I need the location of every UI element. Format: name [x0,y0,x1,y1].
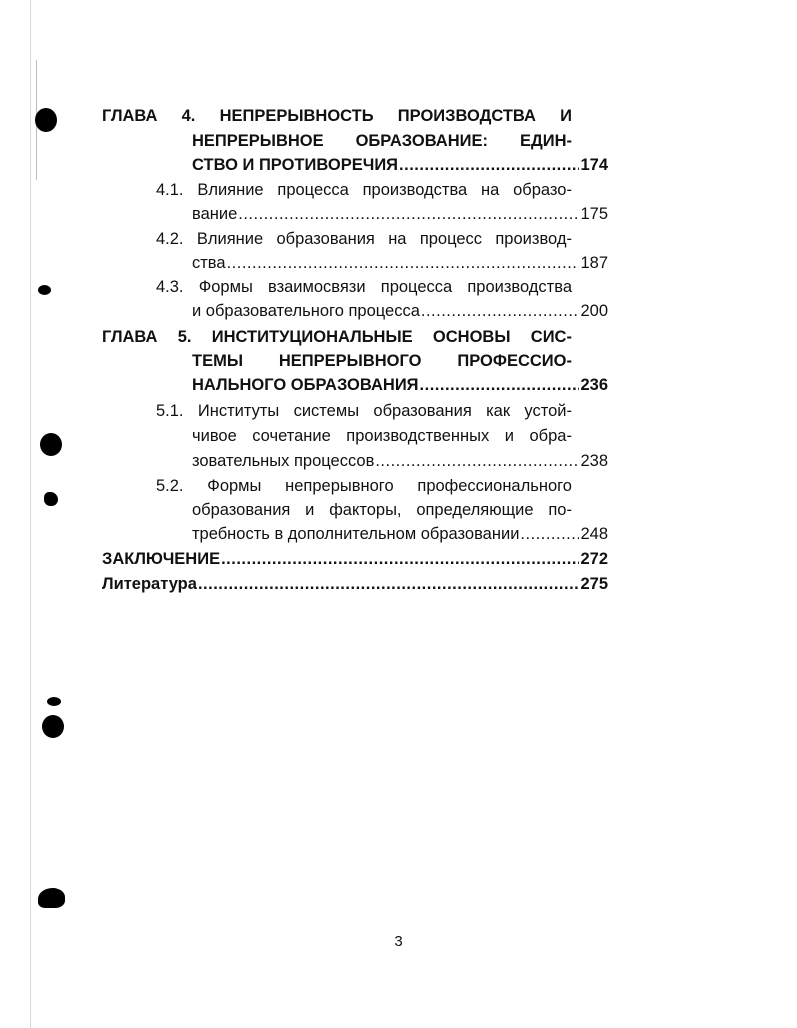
word: 5. [177,328,192,346]
toc-page-number: 200 [580,302,608,320]
binder-hole-mark [44,492,58,506]
word: Влияние [197,181,264,199]
toc-entry-section-4-3[interactable] [192,300,608,322]
word: как [486,402,511,420]
binder-hole-mark [38,888,65,908]
toc-page-number: 248 [580,525,608,543]
word: образования [192,501,291,519]
toc-section-5-1-line-2 [192,425,572,447]
toc-entry-title: НАЛЬНОГО ОБРАЗОВАНИЯ [192,376,419,394]
toc-page-number: 275 [580,575,608,593]
word: 4. [181,107,196,125]
toc-entry-title: и образовательного процесса [192,302,420,320]
word: производственных [346,427,490,445]
toc-entry-title: ЗАКЛЮЧЕНИЕ [102,550,221,568]
toc-entry-title: вание [192,205,238,223]
toc-section-5-2-line-2 [192,499,572,521]
word: на [388,230,407,248]
word: И [560,107,572,125]
leader-dots [227,252,580,274]
toc-page-number: 175 [580,205,608,223]
word: Институты [197,402,280,420]
word: 5.1. [156,402,184,420]
leader-dots [399,154,579,176]
word: устой- [524,402,572,420]
toc-section-4-3-line-1 [156,276,572,298]
leader-dots [375,450,579,472]
leader-dots [421,300,580,322]
toc-entry-section-4-2[interactable] [192,252,608,274]
toc-page-number: 174 [580,156,608,174]
toc-section-4-2-line-1 [156,228,572,250]
leader-dots [420,374,580,396]
toc-section-5-1-line-1 [156,400,572,422]
word: производства [467,278,572,296]
word: 4.2. [156,230,184,248]
toc-entry-section-5-2[interactable] [192,523,608,545]
word: 5.2. [156,477,184,495]
word: по- [548,501,572,519]
toc-chapter-4-line-1 [102,105,572,127]
word: непрерывного [285,477,394,495]
word: и [305,501,315,519]
word: образования [373,402,472,420]
leader-dots [198,573,580,595]
word: ПРОФЕССИО- [457,352,572,370]
word: ГЛАВА [102,328,158,346]
binder-hole-mark [42,715,64,738]
word: и [504,427,514,445]
word: чивое [192,427,237,445]
word: ОБРАЗОВАНИЕ: [355,132,488,150]
word: производ- [495,230,572,248]
toc-entry-literature[interactable] [102,573,608,595]
word: ТЕМЫ [192,352,243,370]
leader-dots [520,523,579,545]
toc-entry-title: СТВО И ПРОТИВОРЕЧИЯ [192,156,399,174]
binder-hole-mark [40,433,62,456]
toc-entry-chapter-5[interactable] [192,374,608,396]
toc-chapter-5-line-1 [102,326,572,348]
scan-edge-line [30,0,31,1028]
toc-entry-chapter-4[interactable] [192,154,608,176]
word: образо- [513,181,572,199]
toc-chapter-4-line-2 [192,130,572,152]
binder-hole-mark [47,697,61,706]
word: Влияние [196,230,264,248]
binder-hole-mark [38,285,51,295]
toc-page-number: 238 [580,452,608,470]
toc-entry-title: требность в дополнительном образовании [192,525,520,543]
toc-section-5-2-line-1 [156,475,572,497]
binder-hole-mark [35,108,57,132]
word: НЕПРЕРЫВНОГО [278,352,422,370]
word: производства [362,181,468,199]
word: ОСНОВЫ [432,328,511,346]
word: СИС- [530,328,572,346]
word: факторы, [329,501,402,519]
toc-section-4-1-line-1 [156,179,572,201]
toc-entry-title: зовательных процессов [192,452,375,470]
word: определяющие [416,501,534,519]
toc-chapter-5-line-2 [192,350,572,372]
word: системы [293,402,360,420]
word: ЕДИН- [519,132,572,150]
leader-dots [238,203,579,225]
toc-entry-title: ства [192,254,226,272]
word: сочетание [252,427,331,445]
leader-dots [221,548,579,570]
word: процесса [277,181,349,199]
word: ГЛАВА [102,107,158,125]
toc-entry-section-5-1[interactable] [192,450,608,472]
word: взаимосвязи [267,278,366,296]
word: образования [276,230,375,248]
word: Формы [198,278,253,296]
toc-page-number: 187 [580,254,608,272]
toc-page-number: 272 [580,550,608,568]
word: на [481,181,500,199]
word: 4.3. [156,278,184,296]
word: процесса [380,278,453,296]
toc-entry-title: Литература [102,575,197,593]
word: НЕПРЕРЫВНОЕ [192,132,324,150]
word: профессионального [417,477,572,495]
word: НЕПРЕРЫВНОСТЬ [219,107,374,125]
toc-entry-section-4-1[interactable] [192,203,608,225]
word: ИНСТИТУЦИОНАЛЬНЫЕ [211,328,413,346]
toc-entry-conclusion[interactable] [102,548,608,570]
word: процесс [419,230,483,248]
word: обра- [529,427,572,445]
word: Формы [207,477,262,495]
word: 4.1. [156,181,184,199]
toc-page-number: 236 [580,376,608,394]
word: ПРОИЗВОДСТВА [397,107,536,125]
page-number: 3 [394,933,403,950]
